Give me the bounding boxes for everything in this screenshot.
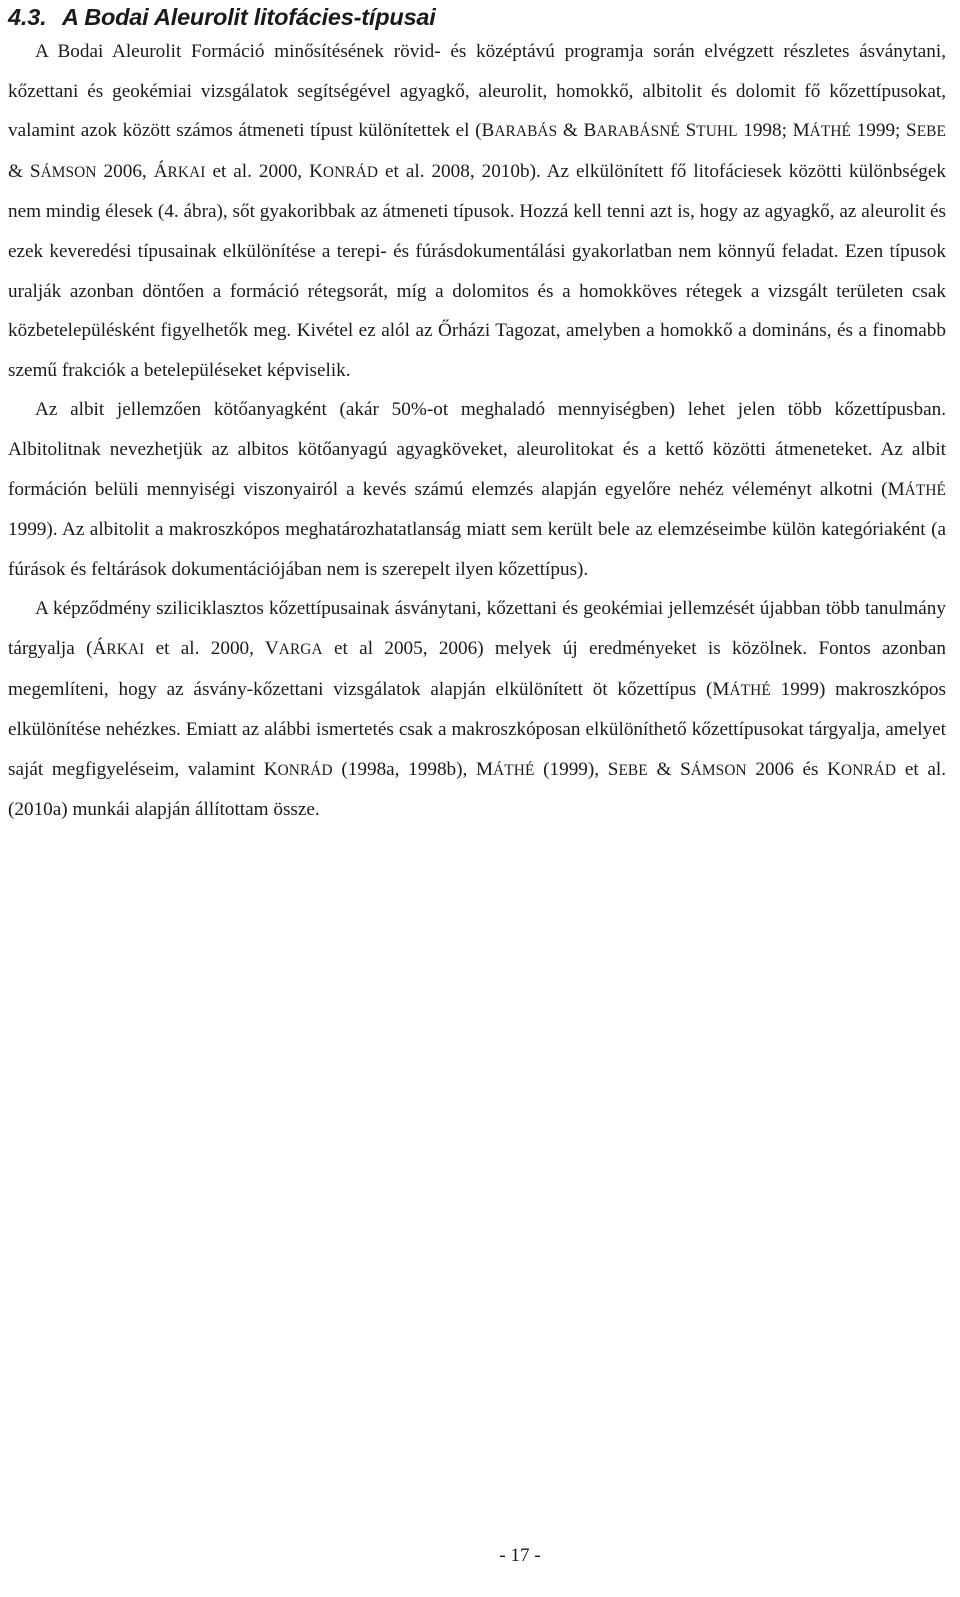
page-footer — [0, 1545, 960, 1567]
author-initial: Á — [92, 637, 107, 659]
text-run: Az albit jellemzően kötőanyagként (akár 50%-ot meghaladó mennyiségben) lehet jelen több kőzettípusban. Albitolitnak nevezhetjük az albitos kötőanyagú agyagköveket, aleurolitokat és a kettő közötti átmeneteket. Az albit formáción belüli mennyiségi viszonyairól a kevés számú elemzés alapján egyelőre nehéz véleményt alkotni ( — [8, 399, 946, 500]
author-initial: V — [264, 637, 279, 659]
author-name-smallcaps: EBE — [916, 123, 946, 141]
section-heading — [8, 0, 946, 32]
author-initial: B — [481, 120, 495, 142]
author-name-smallcaps: ONRÁD — [277, 761, 333, 779]
paragraph-2 — [8, 390, 946, 589]
author-name-smallcaps: RKAI — [167, 163, 206, 181]
text-run: et al. (2010a) munkái alapján állítottam össze. — [8, 758, 947, 821]
author-name-smallcaps: ÁTHÉ — [729, 681, 771, 699]
author-name-smallcaps: RKAI — [106, 640, 145, 658]
section-number: 4.3. — [8, 4, 47, 30]
text-run: 1998; — [737, 120, 793, 142]
paragraph-3 — [8, 589, 946, 830]
author-name-smallcaps: ARABÁS — [494, 123, 558, 141]
page-number: - 17 - — [499, 1545, 541, 1566]
author-name-smallcaps: ONRÁD — [322, 163, 379, 181]
author-initial: K — [827, 758, 842, 780]
author-name-smallcaps: TUHL — [696, 123, 738, 141]
author-initial: S — [906, 120, 917, 142]
author-initial: S — [680, 758, 691, 780]
document-page — [8, 0, 946, 830]
text-run: & — [557, 120, 584, 142]
text-run: et al. 2008, 2010b). Az elkülönített fő litofáciesek közötti különbségek nem mindig élesek (4. ábra), sőt gyakoribbak az átmeneti típusok. Hozzá kell tenni azt is, hogy az agyagkő, az aleurolit és ezek keveredési típusainak elkülönítése a terepi- és fúrásdokumentálási gyakorlatban nem könnyű feladat. Ezen típusok uralják azonban döntően a formáció rétegsorát, míg a dolomitos és a homokköves rétegek a vizsgált területen csak közbetelepülésként figyelhetők meg. Kivétel ez alól az Őrházi Tagozat, amelyben a homokkő a domináns, és a finomabb szemű frakciók a betelepüléseket képviselik. — [8, 160, 946, 381]
text-run: et al 2005, 2006) melyek új eredményeket is közölnek. Fontos azonban megemlíteni, hogy az ásvány-kőzettani vizsgálatok alapján elkülönített öt kőzettípus ( — [8, 637, 946, 700]
author-name-smallcaps: ÁMSON — [40, 163, 97, 181]
text-run: & — [647, 758, 681, 780]
author-initial: K — [263, 758, 278, 780]
author-name-smallcaps: ÁTHÉ — [493, 761, 535, 779]
paragraph-1 — [8, 32, 946, 390]
text-run: & — [8, 160, 30, 182]
author-initial: S — [685, 120, 697, 142]
author-initial: M — [712, 678, 730, 700]
author-initial: K — [309, 160, 323, 182]
body-text — [8, 32, 946, 830]
text-run: A Bodai Aleurolit Formáció minősítésének rövid- és középtávú programja során elvégzett részletes ásványtani, kőzettani és geokémiai vizsgálatok segítségével agyagkő, aleurolit, homokkő, albitolit és dolomit fő kőzettípusokat, valamint azok között számos átmeneti típust különítettek el ( — [8, 41, 946, 142]
section-title: A Bodai Aleurolit litofácies-típusai — [62, 4, 436, 30]
text-run: 2006 és — [746, 758, 828, 780]
author-name-smallcaps: ONRÁD — [841, 761, 897, 779]
text-run: 2006, — [96, 160, 154, 182]
author-initial: M — [476, 758, 494, 780]
author-name-smallcaps: ÁTHÉ — [904, 481, 946, 499]
text-run: (1999), — [534, 758, 608, 780]
author-initial: B — [583, 120, 597, 142]
author-initial: S — [607, 758, 619, 780]
author-name-smallcaps: ARGA — [278, 640, 323, 658]
text-run: et al. 2000, — [205, 160, 310, 182]
author-initial: M — [887, 478, 905, 500]
author-name-smallcaps: EBE — [618, 761, 648, 779]
text-run: 1999) makroszkópos elkülönítése nehézkes. Emiatt az alábbi ismertetés csak a makroszkóposan elkülöníthető kőzettípusokat tárgyalja, amelyet saját megfigyeléseim, valamint — [8, 678, 946, 780]
text-run: 1999). Az albitolit a makroszkópos meghatározhatatlanság miatt sem került bele az elemzéseimbe külön kategóriaként (a fúrások és feltárások dokumentációjában nem is szerepelt ilyen kőzettípus). — [8, 519, 946, 580]
text-run: 1999; — [851, 120, 907, 142]
text-run: A képződmény sziliciklasztos kőzettípusainak ásványtani, kőzettani és geokémiai jellemzését újabban több tanulmány tárgyalja ( — [8, 598, 946, 659]
author-name-smallcaps: ARABÁSNÉ — [596, 123, 680, 141]
author-name-smallcaps: ÁTHÉ — [809, 123, 852, 141]
author-initial: S — [29, 160, 41, 182]
author-name-smallcaps: ÁMSON — [690, 761, 747, 779]
author-initial: M — [792, 120, 810, 142]
author-initial: Á — [153, 160, 168, 182]
text-run: (1998a, 1998b), — [332, 758, 477, 780]
text-run: et al. 2000, — [144, 637, 265, 659]
